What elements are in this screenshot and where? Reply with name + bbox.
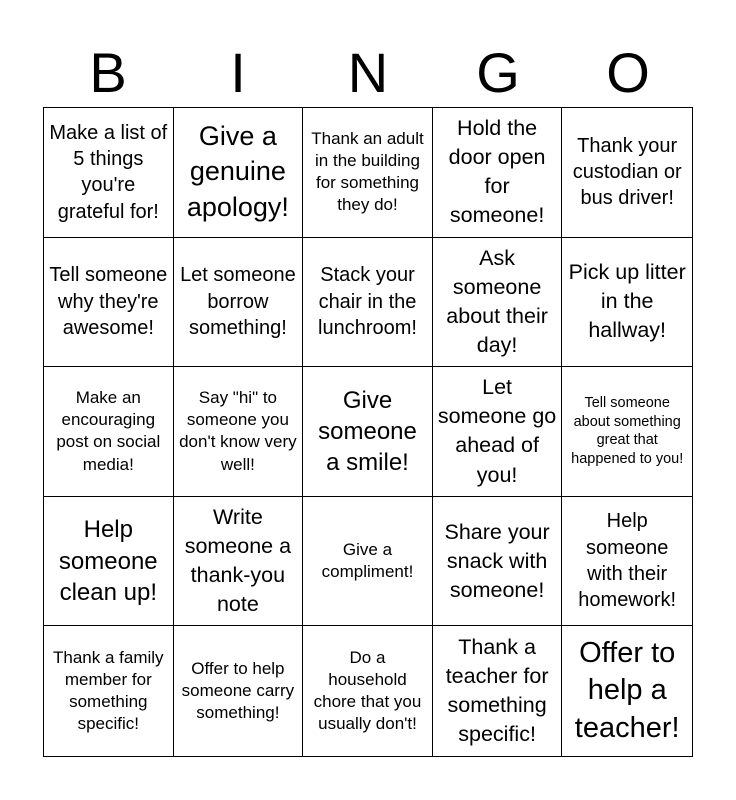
cell-text: Make a list of 5 things you're grateful for! xyxy=(49,121,168,223)
cell-text: Let someone borrow something! xyxy=(180,264,296,340)
bingo-cell[interactable] xyxy=(174,367,304,497)
cell-text: Thank your custodian or bus driver! xyxy=(572,134,682,210)
cell-text: Offer to help someone carry something! xyxy=(181,659,295,723)
cell-text: Thank a family member for something specific! xyxy=(53,648,164,734)
bingo-cell[interactable] xyxy=(303,238,433,368)
cell-text: Give someone a smile! xyxy=(318,386,417,477)
cell-text: Share your snack with someone! xyxy=(444,519,550,602)
bingo-cell[interactable] xyxy=(174,497,304,627)
cell-text: Do a household chore that you usually don't! xyxy=(313,648,422,734)
cell-text: Say "hi" to someone you don't know very well! xyxy=(179,388,297,474)
bingo-board xyxy=(43,107,693,757)
cell-text: Tell someone why they're awesome! xyxy=(49,264,168,340)
cell-text: Pick up litter in the hallway! xyxy=(568,260,686,343)
cell-text: Thank a teacher for something specific! xyxy=(445,635,549,747)
bingo-cell[interactable] xyxy=(44,497,174,627)
bingo-cell[interactable] xyxy=(433,238,563,368)
bingo-cell[interactable] xyxy=(433,108,563,238)
bingo-cell[interactable] xyxy=(562,108,692,238)
bingo-cell[interactable] xyxy=(562,367,692,497)
cell-text: Tell someone about something great that happened to you! xyxy=(571,395,684,468)
bingo-cell[interactable] xyxy=(303,108,433,238)
header-letter-n: N xyxy=(347,41,389,104)
bingo-cell[interactable] xyxy=(562,497,692,627)
header-letter-g: G xyxy=(476,41,520,104)
bingo-cell[interactable] xyxy=(303,367,433,497)
cell-text: Stack your chair in the lunchroom! xyxy=(318,264,417,340)
bingo-cell[interactable] xyxy=(44,238,174,368)
cell-text: Write someone a thank-you note xyxy=(184,505,292,617)
cell-text: Make an encouraging post on social media! xyxy=(56,388,161,474)
header-letter-i: I xyxy=(230,41,246,104)
cell-text: Give a genuine apology! xyxy=(186,120,289,223)
bingo-cell[interactable] xyxy=(433,367,563,497)
cell-text: Let someone go ahead of you! xyxy=(437,375,557,487)
bingo-cell[interactable] xyxy=(44,108,174,238)
cell-text: Give a compliment! xyxy=(321,540,414,582)
bingo-cell[interactable] xyxy=(433,626,563,756)
bingo-cell[interactable] xyxy=(44,626,174,756)
bingo-cell[interactable] xyxy=(174,108,304,238)
bingo-cell[interactable] xyxy=(562,626,692,756)
bingo-cell[interactable] xyxy=(303,626,433,756)
cell-text: Help someone clean up! xyxy=(58,516,158,606)
header-letter-b: B xyxy=(89,41,127,104)
bingo-cell[interactable] xyxy=(433,497,563,627)
bingo-cell[interactable] xyxy=(303,497,433,627)
cell-text: Help someone with their homework! xyxy=(578,510,677,612)
bingo-header xyxy=(43,40,693,106)
bingo-cell[interactable] xyxy=(44,367,174,497)
bingo-cell[interactable] xyxy=(562,238,692,368)
bingo-cell[interactable] xyxy=(174,238,304,368)
cell-text: Ask someone about their day! xyxy=(446,245,548,357)
cell-text: Thank an adult in the building for something they do! xyxy=(311,129,424,215)
bingo-cell[interactable] xyxy=(174,626,304,756)
cell-text: Hold the door open for someone! xyxy=(448,116,546,228)
header-letter-o: O xyxy=(606,41,650,104)
cell-text: Offer to help a teacher! xyxy=(574,636,680,745)
